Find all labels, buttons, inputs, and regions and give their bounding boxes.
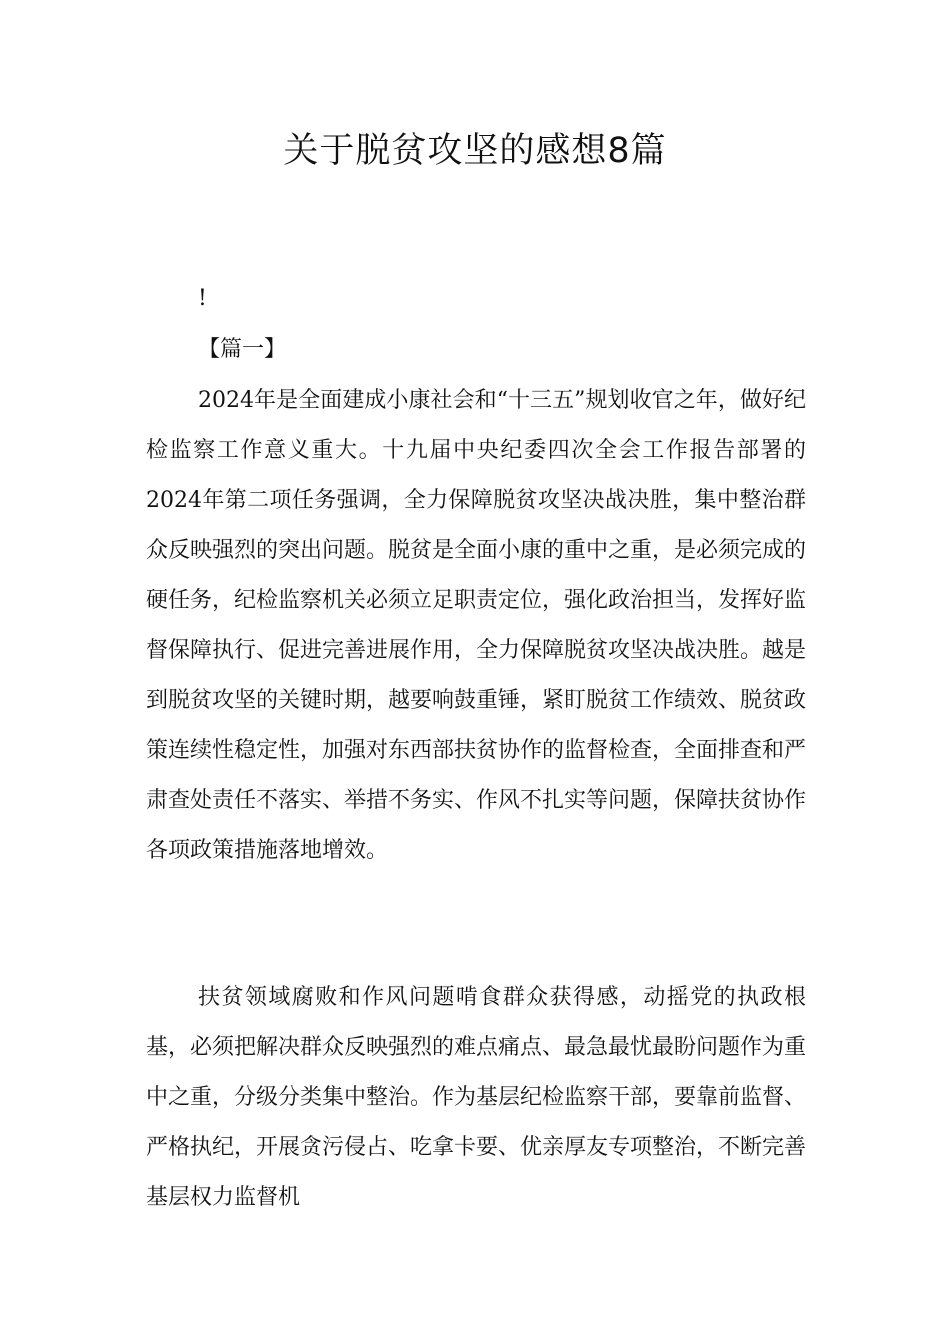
exclamation-mark: ! — [198, 286, 207, 311]
paragraph-2: 扶贫领域腐败和作风问题啃食群众获得感，动摇党的执政根基，必须把解决群众反映强烈的难点痛点、最急最忧最盼问题作为重中之重，分级分类集中整治。作为基层纪检监察干部，要靠前监督、严格执纪，开展贪污侵占、吃拿卡要、优亲厚友专项整治，不断完善基层权力监督机 — [146, 985, 807, 1210]
paragraph-1: 2024年是全面建成小康社会和“十三五”规划收官之年，做好纪检监察工作意义重大。十九届中央纪委四次全会工作报告部署的2024年第二项任务强调，全力保障脱贫攻坚决战决胜，集中整治群众反映强烈的突出问题。脱贫是全面小康的重中之重，是必须完成的硬任务，纪检监察机关必须立足职责定位，强化政治担当，发挥好监督保障执行、促进完善进展作用，全力保障脱贫攻坚决战决胜。越是到脱贫攻坚的关键时期，越要响鼓重锤，紧盯脱贫工作绩效、脱贫政策连续性稳定性，加强对东西部扶贫协作的监督检查，全面排查和严肃查处责任不落实、举措不务实、作风不扎实等问题，保障扶贫协作各项政策措施落地增效。 — [146, 388, 807, 863]
document-title: 关于脱贫攻坚的感想8篇 — [283, 131, 667, 171]
section-label: 【篇一】 — [198, 337, 287, 362]
